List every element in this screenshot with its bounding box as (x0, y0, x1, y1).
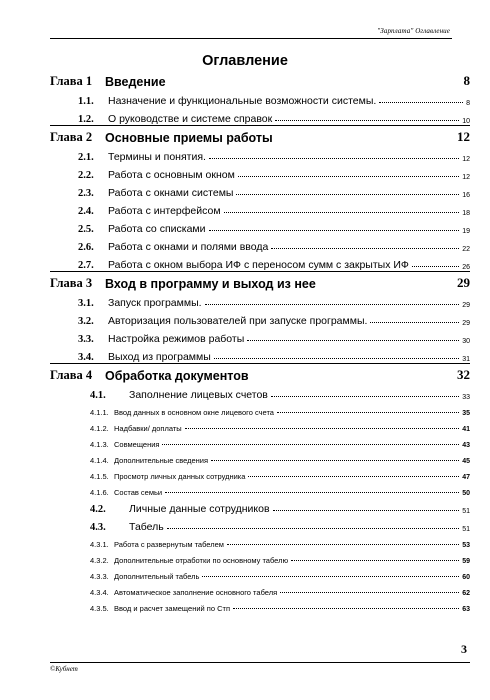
toc-section-entry[interactable] (50, 327, 470, 345)
entry-number: 3.2. (78, 316, 94, 327)
toc-subsection-entry[interactable] (50, 401, 470, 417)
entry-title: Ввод и расчет замещений по Стп (114, 604, 231, 613)
dot-leader (370, 322, 459, 323)
entry-number: Глава 3 (50, 276, 93, 290)
entry-title: Дополнительные отработки по основному табелю (114, 556, 289, 565)
entry-title: Табель (129, 521, 164, 533)
toc-subsection-entry[interactable] (50, 433, 470, 449)
entry-page-number: 10 (462, 118, 470, 125)
entry-number: 2.3. (78, 188, 94, 199)
entry-title: Введение (105, 75, 166, 89)
entry-title: Дополнительные сведения (114, 456, 209, 465)
dot-leader (271, 248, 459, 249)
footer-copyright: ©Кубнет (50, 665, 78, 673)
entry-number: Глава 1 (50, 74, 93, 88)
toc-section-entry[interactable] (50, 89, 470, 107)
entry-page-number: 51 (462, 508, 470, 515)
running-header: "Зарплата" Оглавление (377, 27, 450, 35)
entry-title: Работа с окнами системы (108, 187, 234, 199)
dot-leader (162, 444, 459, 445)
toc-section-entry[interactable] (50, 145, 470, 163)
entry-page-number: 63 (462, 606, 470, 613)
entry-page-number: 12 (462, 174, 470, 181)
toc-section-entry[interactable] (50, 199, 470, 217)
dot-leader (202, 576, 459, 577)
entry-page-number: 26 (462, 264, 470, 271)
dot-leader (271, 396, 459, 397)
toc-subsection-entry[interactable] (50, 565, 470, 581)
entry-number: 2.5. (78, 224, 94, 235)
dot-leader (275, 120, 459, 121)
entry-number: 4.1.6. (90, 488, 109, 497)
entry-number: Глава 2 (50, 130, 93, 144)
dot-leader (247, 340, 459, 341)
entry-number: 4.2. (90, 504, 106, 515)
entry-page-number: 22 (462, 246, 470, 253)
entry-number: 4.3.5. (90, 604, 109, 613)
toc-subsection-entry[interactable] (50, 549, 470, 565)
entry-number: 4.3. (90, 522, 106, 533)
table-of-contents (50, 72, 470, 613)
toc-section-entry[interactable] (50, 291, 470, 309)
entry-number: 2.7. (78, 260, 94, 271)
entry-page-number: 45 (462, 458, 470, 465)
entry-page-number: 41 (462, 426, 470, 433)
entry-number: 4.3.2. (90, 556, 109, 565)
entry-page-number: 30 (462, 338, 470, 345)
toc-subsection-entry[interactable] (50, 417, 470, 433)
dot-leader (214, 358, 459, 359)
entry-title: Работа с основным окном (108, 169, 235, 181)
entry-page-number: 8 (463, 73, 470, 88)
entry-title: Запуск программы. (108, 297, 202, 309)
entry-page-number: 62 (462, 590, 470, 597)
entry-title: Надбавки/ доплаты (114, 424, 182, 433)
entry-number: 4.1.4. (90, 456, 109, 465)
toc-subsection-entry[interactable] (50, 533, 470, 549)
dot-leader (379, 102, 463, 103)
entry-page-number: 59 (462, 558, 470, 565)
dot-leader (233, 608, 459, 609)
entry-number: 3.3. (78, 334, 94, 345)
entry-number: 2.2. (78, 170, 94, 181)
toc-section-entry[interactable] (50, 107, 470, 125)
toc-chapter-entry[interactable] (50, 128, 470, 145)
entry-title: Термины и понятия. (108, 151, 206, 163)
entry-page-number: 43 (462, 442, 470, 449)
entry-title: Работа с окнами и полями ввода (108, 241, 269, 253)
dot-leader (185, 428, 460, 429)
entry-number: 4.1. (90, 390, 106, 401)
entry-page-number: 29 (462, 320, 470, 327)
entry-number: 1.2. (78, 114, 94, 125)
dot-leader (205, 304, 460, 305)
entry-page-number: 18 (462, 210, 470, 217)
entry-page-number: 8 (466, 100, 470, 107)
footer-rule (50, 662, 470, 663)
entry-title: Назначение и функциональные возможности системы. (108, 95, 377, 107)
dot-leader (209, 158, 459, 159)
entry-title: Выход из программы (108, 351, 211, 363)
chapter-rule (50, 271, 470, 272)
entry-number: 4.1.3. (90, 440, 109, 449)
toc-section-entry[interactable] (50, 181, 470, 199)
dot-leader (412, 266, 459, 267)
entry-number: 2.6. (78, 242, 94, 253)
toc-title: Оглавление (202, 53, 288, 69)
dot-leader (280, 592, 459, 593)
entry-title: Настройка режимов работы (108, 333, 245, 345)
toc-subsection-entry[interactable] (50, 581, 470, 597)
entry-title: Ввод данных в основном окне лицевого счета (114, 408, 274, 417)
entry-number: 4.1.2. (90, 424, 109, 433)
entry-title: Работа с интерфейсом (108, 205, 221, 217)
toc-section-entry[interactable] (50, 515, 470, 533)
toc-section-entry[interactable] (50, 163, 470, 181)
entry-title: О руководстве и системе справок (108, 113, 273, 125)
dot-leader (238, 176, 459, 177)
entry-number: 4.1.1. (90, 408, 109, 417)
entry-title: Вход в программу и выход из нее (105, 277, 316, 291)
page-number: 3 (461, 642, 467, 656)
entry-title: Автоматическое заполнение основного табеля (114, 588, 278, 597)
dot-leader (165, 492, 459, 493)
entry-number: 4.3.3. (90, 572, 109, 581)
entry-title: Совмещения (114, 440, 160, 449)
header-rule (50, 38, 452, 39)
toc-subsection-entry[interactable] (50, 597, 470, 613)
toc-section-entry[interactable] (50, 217, 470, 235)
dot-leader (277, 412, 459, 413)
entry-title: Заполнение лицевых счетов (129, 389, 268, 401)
entry-page-number: 53 (462, 542, 470, 549)
entry-title: Работа с окном выбора ИФ с переносом сумм с закрытых ИФ (108, 259, 409, 271)
dot-leader (211, 460, 459, 461)
dot-leader (224, 212, 460, 213)
dot-leader (167, 528, 459, 529)
entry-page-number: 12 (457, 129, 470, 144)
toc-chapter-entry[interactable] (50, 72, 470, 89)
entry-page-number: 12 (462, 156, 470, 163)
entry-page-number: 32 (457, 367, 470, 382)
toc-section-entry[interactable] (50, 235, 470, 253)
entry-page-number: 16 (462, 192, 470, 199)
dot-leader (209, 230, 460, 231)
entry-page-number: 19 (462, 228, 470, 235)
entry-number: 1.1. (78, 96, 94, 107)
toc-section-entry[interactable] (50, 309, 470, 327)
dot-leader (236, 194, 459, 195)
entry-number: 4.3.1. (90, 540, 109, 549)
dot-leader (273, 510, 460, 511)
entry-title: Авторизация пользователей при запуске программы. (108, 315, 368, 327)
chapter-rule (50, 125, 470, 126)
entry-number: 4.3.4. (90, 588, 109, 597)
dot-leader (291, 560, 459, 561)
entry-title: Дополнительный табель (114, 572, 200, 581)
entry-number: Глава 4 (50, 368, 93, 382)
entry-title: Состав семьи (114, 488, 163, 497)
entry-page-number: 47 (462, 474, 470, 481)
dot-leader (248, 476, 459, 477)
entry-title: Работа с развернутым табелем (114, 540, 224, 549)
entry-title: Просмотр личных данных сотрудника (114, 472, 246, 481)
entry-page-number: 29 (462, 302, 470, 309)
toc-subsection-entry[interactable] (50, 449, 470, 465)
entry-page-number: 60 (462, 574, 470, 581)
toc-chapter-entry[interactable] (50, 366, 470, 383)
toc-subsection-entry[interactable] (50, 465, 470, 481)
entry-page-number: 35 (462, 410, 470, 417)
entry-title: Личные данные сотрудников (129, 503, 270, 515)
entry-number: 2.4. (78, 206, 94, 217)
entry-page-number: 51 (462, 526, 470, 533)
entry-page-number: 50 (462, 490, 470, 497)
toc-section-entry[interactable] (50, 497, 470, 515)
entry-number: 3.1. (78, 298, 94, 309)
toc-subsection-entry[interactable] (50, 481, 470, 497)
chapter-rule (50, 363, 470, 364)
entry-number: 4.1.5. (90, 472, 109, 481)
toc-section-entry[interactable] (50, 253, 470, 271)
entry-page-number: 33 (462, 394, 470, 401)
entry-title: Обработка документов (105, 369, 249, 383)
entry-title: Работа со списками (108, 223, 206, 235)
entry-page-number: 31 (462, 356, 470, 363)
entry-title: Основные приемы работы (105, 131, 273, 145)
toc-section-entry[interactable] (50, 345, 470, 363)
entry-number: 2.1. (78, 152, 94, 163)
dot-leader (227, 544, 459, 545)
toc-chapter-entry[interactable] (50, 274, 470, 291)
entry-page-number: 29 (457, 275, 470, 290)
toc-section-entry[interactable] (50, 383, 470, 401)
entry-number: 3.4. (78, 352, 94, 363)
